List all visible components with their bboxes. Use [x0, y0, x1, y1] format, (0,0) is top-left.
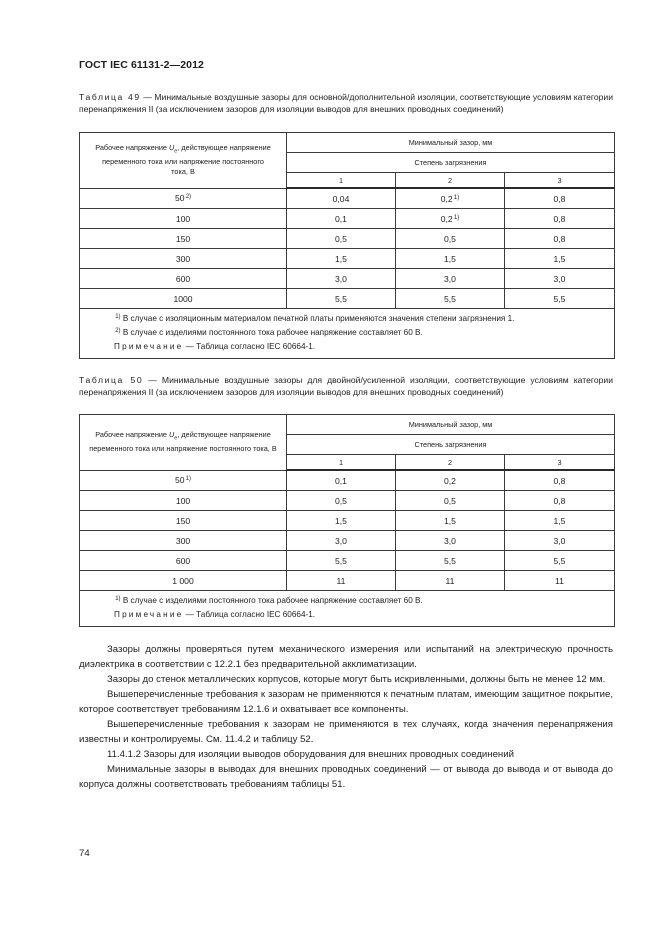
voltage-cell: 300 — [80, 531, 287, 551]
voltage-cell: 300 — [80, 249, 287, 269]
table-row — [80, 188, 615, 209]
degree-3-cell: 0,8 — [505, 491, 615, 511]
voltage-column-header: Рабочее напряжение $U_e$, действующее напряжение переменного тока или напряжение постоянного тока, В — [80, 415, 287, 471]
degree-2-cell: 1,5 — [396, 249, 505, 269]
voltage-cell: 600 — [80, 269, 287, 289]
paragraph: Зазоры должны проверяться путем механического измерения или испытаний на электрическую прочность диэлектрика в соответствии с 12.2.1 без предварительной акклиматизации. — [79, 644, 613, 670]
degree-2-cell: 3,0 — [396, 531, 505, 551]
degree-3-cell: 0,8 — [505, 229, 615, 249]
degree-3-cell: 5,5 — [505, 551, 615, 571]
degree-3-cell: 1,5 — [505, 249, 615, 269]
body-text — [79, 642, 613, 792]
degree-1-cell: 0,1 — [287, 209, 396, 229]
degree-1-cell: 11 — [287, 571, 396, 591]
degree-3-cell: 5,5 — [505, 289, 615, 309]
table-row — [80, 571, 615, 591]
pollution-degree-header: Степень загрязнения — [287, 435, 615, 455]
degree-1-cell: 0,04 — [287, 188, 396, 209]
table-row — [80, 249, 615, 269]
voltage-cell: 50 $^{2)}$ — [80, 188, 287, 209]
table-50-label: Таблица 50 — [79, 375, 144, 385]
table-49-label: Таблица 49 — [79, 92, 141, 102]
document-header: ГОСТ IEC 61131-2—2012 — [79, 59, 204, 71]
degree-2-cell: 0,5 — [396, 229, 505, 249]
degree-1-cell: 5,5 — [287, 551, 396, 571]
degree-1-cell: 1,5 — [287, 249, 396, 269]
voltage-column-header: Рабочее напряжение $U_e$, действующее напряжение переменного тока или напряжение постоянного тока, В — [80, 133, 287, 189]
degree-1-cell: 0,5 — [287, 229, 396, 249]
voltage-cell: 50 $^{1)}$ — [80, 470, 287, 491]
table-row — [80, 491, 615, 511]
table-50-footnote-1: $^{1)}$ В случае с изделиями постоянного тока рабочее напряжение составляет 60 В. — [114, 596, 423, 605]
pollution-degree-3: 3 — [505, 173, 615, 189]
table-50-note: Примечание — Таблица согласно IEC 60664-1. — [114, 610, 316, 619]
degree-3-cell: 11 — [505, 571, 615, 591]
pollution-degree-3: 3 — [505, 455, 615, 471]
degree-2-cell: 11 — [396, 571, 505, 591]
paragraph: Вышеперечисленные требования к зазорам не применяются в тех случаях, когда значения перенапряжения известны и контролируемы. См. 11.4.2 и таблицу 52. — [79, 719, 613, 745]
pollution-degree-1: 1 — [287, 173, 396, 189]
voltage-cell: 600 — [80, 551, 287, 571]
pollution-degree-2: 2 — [396, 455, 505, 471]
degree-1-cell: 3,0 — [287, 531, 396, 551]
degree-3-cell: 0,8 — [505, 209, 615, 229]
table-49-notes — [80, 309, 615, 359]
table-50-notes — [80, 591, 615, 627]
voltage-cell: 100 — [80, 491, 287, 511]
degree-2-cell: 0,2 — [396, 470, 505, 491]
table-49-body — [80, 188, 615, 309]
section-heading: 11.4.1.2 Зазоры для изоляции выводов оборудования для внешних проводных соединений — [107, 749, 514, 760]
table-row — [80, 209, 615, 229]
min-gap-header: Минимальный зазор, мм — [287, 415, 615, 435]
paragraph: Зазоры до стенок металлических корпусов, которые могут быть искривленными, должны быть не менее 12 мм. — [107, 674, 606, 685]
degree-3-cell: 3,0 — [505, 269, 615, 289]
degree-2-cell: 3,0 — [396, 269, 505, 289]
table-row — [80, 269, 615, 289]
table-row — [80, 511, 615, 531]
paragraph: Вышеперечисленные требования к зазорам не применяются к печатным платам, имеющим защитное покрытие, которое соответствует требованиям 12.1.6 и охватывает все компоненты. — [79, 689, 613, 715]
page-number: 74 — [79, 848, 90, 859]
degree-1-cell: 1,5 — [287, 511, 396, 531]
paragraph: Минимальные зазоры в выводах для внешних проводных соединений — от вывода до вывода и от вывода до корпуса должны соответствовать требованиям таблицы 51. — [79, 764, 613, 790]
table-50-body — [80, 470, 615, 591]
degree-2-cell: 5,5 — [396, 551, 505, 571]
voltage-cell: 150 — [80, 229, 287, 249]
pollution-degree-2: 2 — [396, 173, 505, 189]
degree-3-cell: 0,8 — [505, 470, 615, 491]
voltage-cell: 1000 — [80, 289, 287, 309]
voltage-cell: 100 — [80, 209, 287, 229]
voltage-cell: 150 — [80, 511, 287, 531]
table-row — [80, 531, 615, 551]
table-50-caption-text: — Минимальные воздушные зазоры для двойной/усиленной изоляции, соответствующие условиям категории перенапряжения II (за исключением зазоров для изоляции выводов для внешних проводных соединений) — [79, 375, 613, 397]
degree-3-cell: 0,8 — [505, 188, 615, 209]
table-49 — [79, 132, 615, 359]
table-row — [80, 470, 615, 491]
degree-2-cell: 0,5 — [396, 491, 505, 511]
degree-2-cell: 0,2 $^{1)}$ — [396, 188, 505, 209]
pollution-degree-header: Степень загрязнения — [287, 153, 615, 173]
table-row — [80, 551, 615, 571]
table-row — [80, 229, 615, 249]
degree-2-cell: 1,5 — [396, 511, 505, 531]
table-49-caption-text: — Минимальные воздушные зазоры для основной/дополнительной изоляции, соответствующие условиям категории перенапряжения II (за исключением зазоров для изоляции выводов для внешних проводных соединений) — [79, 92, 613, 114]
table-row — [80, 289, 615, 309]
degree-1-cell: 0,5 — [287, 491, 396, 511]
degree-2-cell: 0,2 $^{1)}$ — [396, 209, 505, 229]
table-50-caption — [79, 374, 613, 398]
table-49-footnote-1: $^{1)}$ В случае с изоляционным материалом печатной платы применяются значения степени загрязнения 1. — [114, 314, 515, 323]
voltage-cell: 1 000 — [80, 571, 287, 591]
table-50 — [79, 414, 615, 627]
table-49-note: Примечание — Таблица согласно IEC 60664-1. — [114, 342, 316, 351]
min-gap-header: Минимальный зазор, мм — [287, 133, 615, 153]
pollution-degree-1: 1 — [287, 455, 396, 471]
degree-3-cell: 1,5 — [505, 511, 615, 531]
table-49-caption — [79, 91, 613, 115]
degree-1-cell: 5,5 — [287, 289, 396, 309]
degree-3-cell: 3,0 — [505, 531, 615, 551]
degree-1-cell: 3,0 — [287, 269, 396, 289]
table-49-footnote-2: $^{2)}$ В случае с изделиями постоянного тока рабочее напряжение составляет 60 В. — [114, 328, 423, 337]
degree-1-cell: 0,1 — [287, 470, 396, 491]
degree-2-cell: 5,5 — [396, 289, 505, 309]
